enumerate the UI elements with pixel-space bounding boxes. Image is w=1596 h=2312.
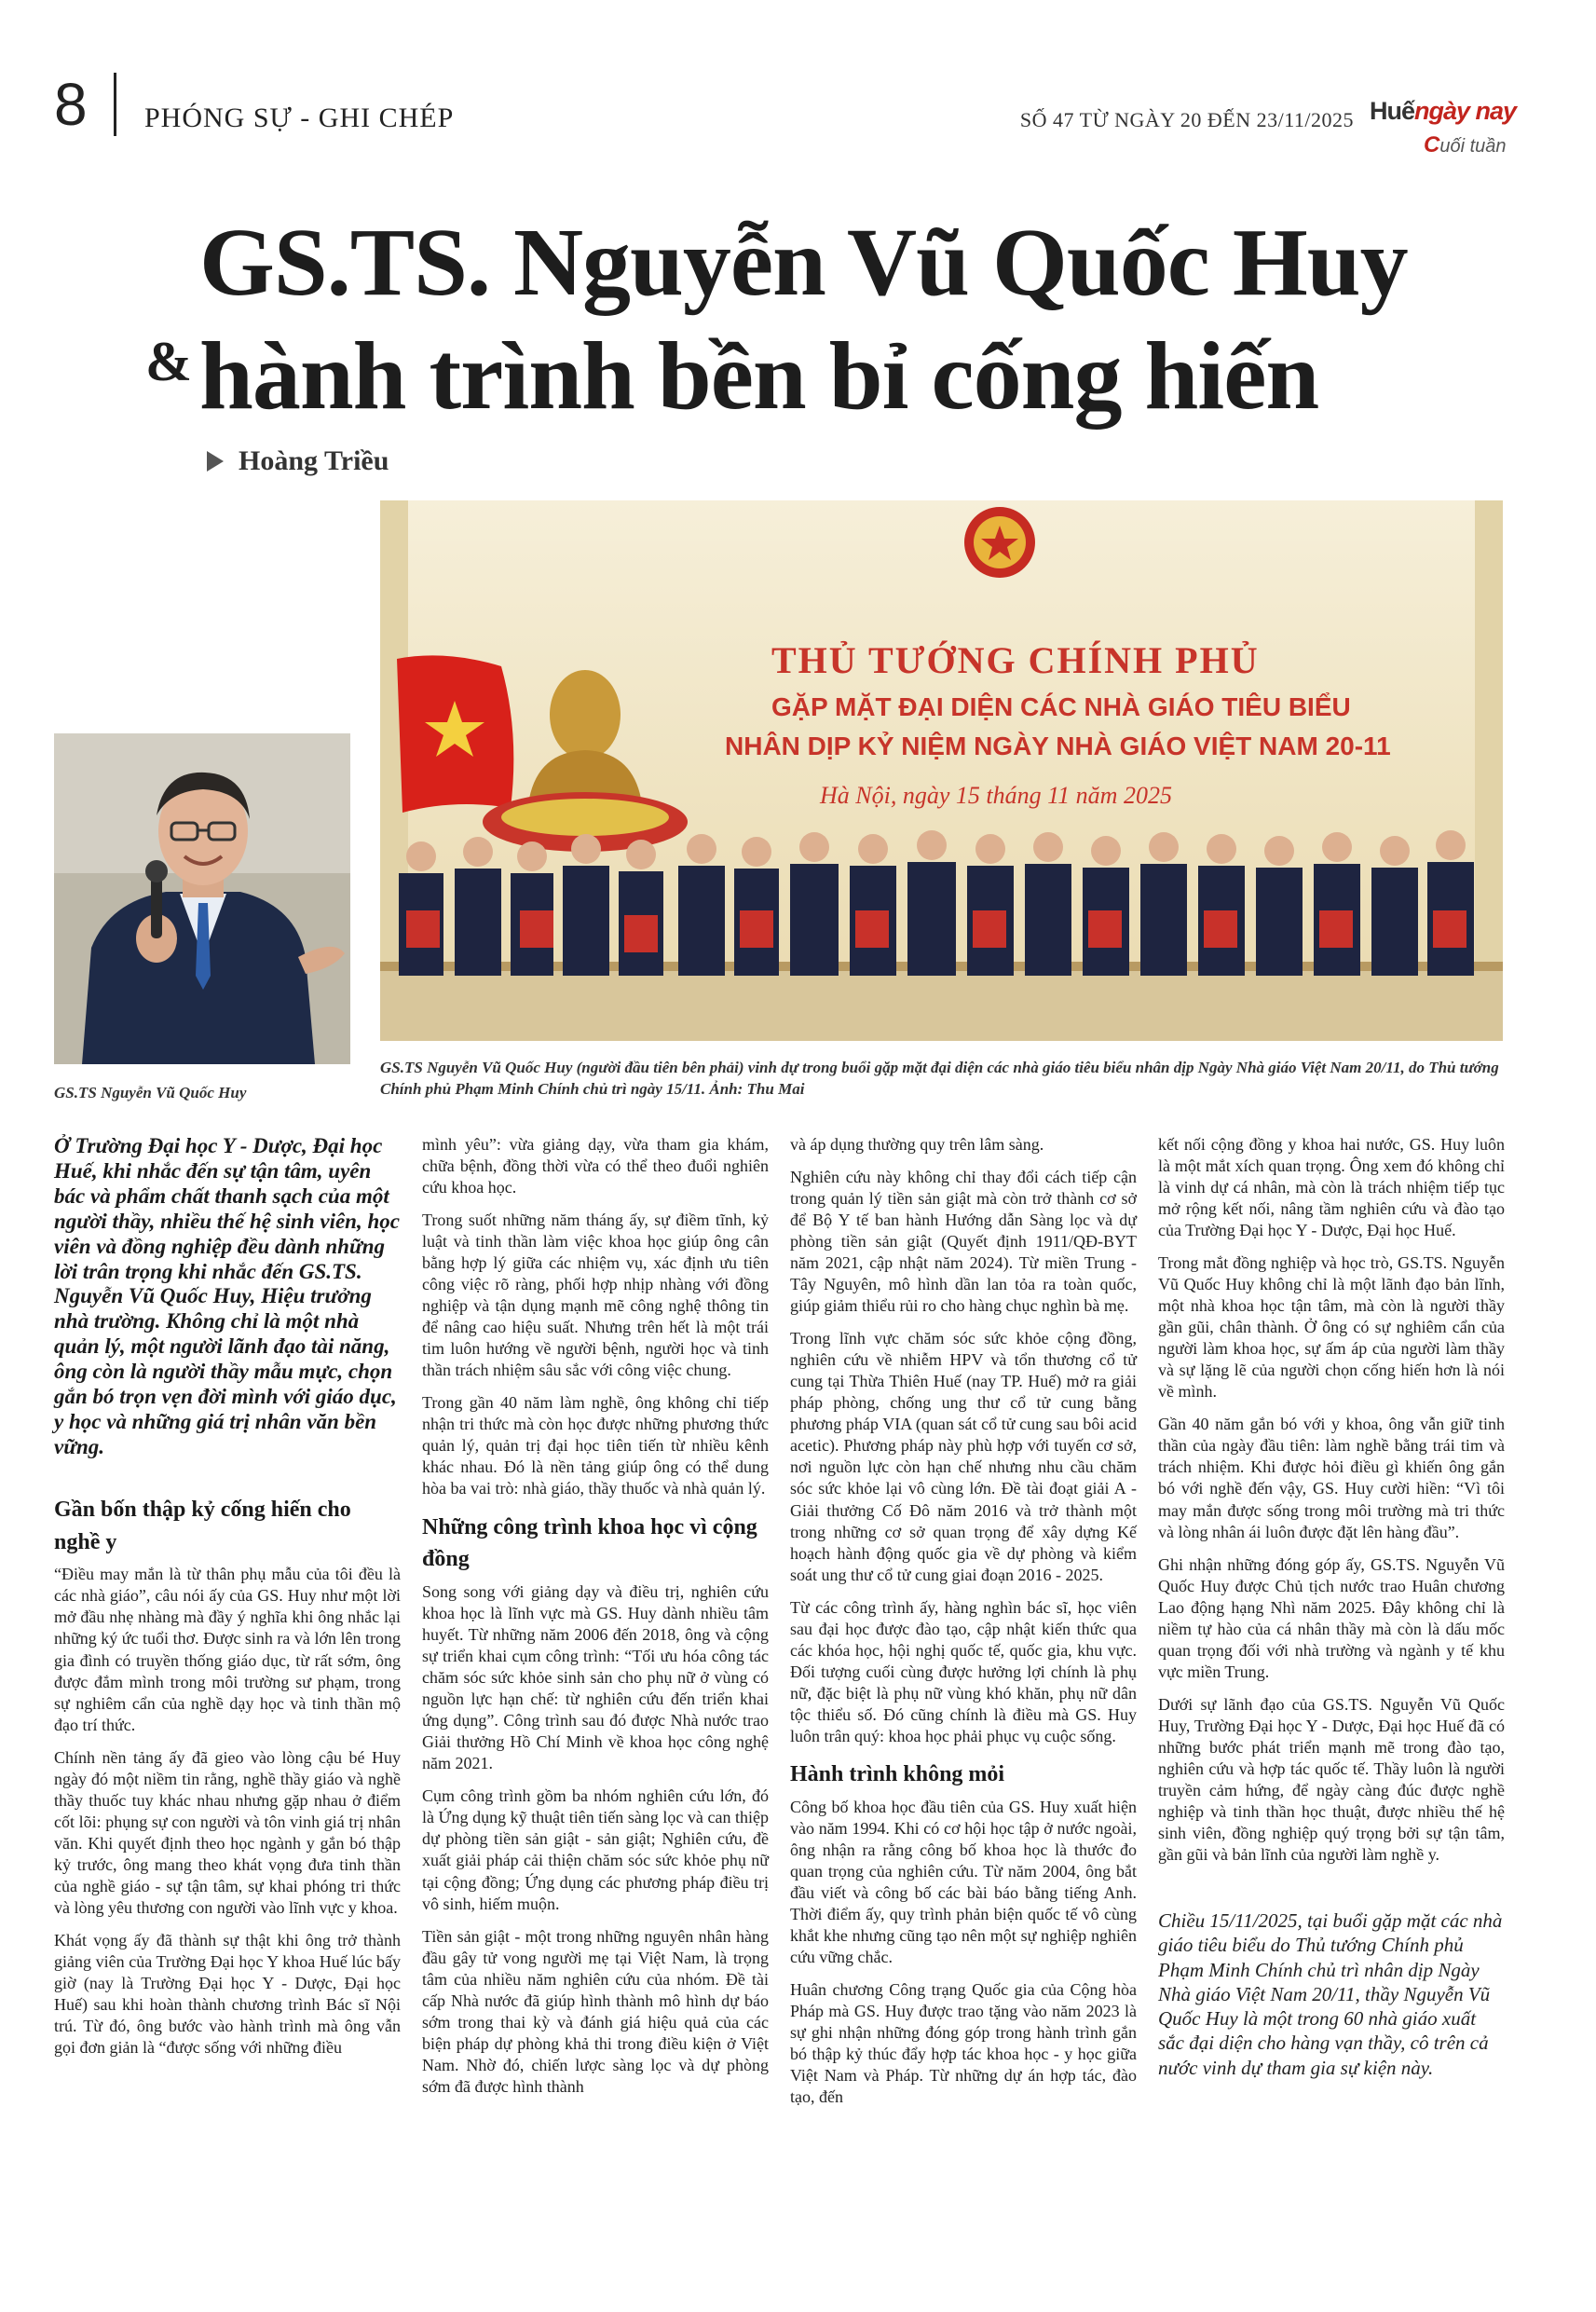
people-row <box>380 500 1503 1041</box>
headline-line-2: hành trình bền bỉ cống hiến <box>199 322 1319 430</box>
newspaper-logo[interactable] <box>1370 97 1519 171</box>
byline <box>207 445 389 477</box>
paragraph: Công bố khoa học đầu tiên của GS. Huy xuất hiện vào năm 1994. Khi có cơ hội học tập ở nước ngoài, ông nhận ra rằng công bố khoa học là thước đo quan trọng của nghiên cứu. Từ năm 2004, ông bắt đầu viết và công bố các bài báo bằng tiếng Anh. Thời điểm ấy, quy trình phản biện quốc tế vô cùng khắt khe nhưng cũng tạo nên một sự nghiệp nghiên cứu vững chắc. <box>790 1797 1137 1966</box>
article-lead: Ở Trường Đại học Y - Dược, Đại học Huế, khi nhắc đến sự tận tâm, uyên bác và phẩm chất thanh sạch của một người thầy, nhiều thế hệ sinh viên, học viên và đồng nghiệp đều dành những lời trân trọng khi nhắc đến GS.TS. Nguyễn Vũ Quốc Huy, Hiệu trưởng nhà trường. Không chỉ là một nhà quản lý, một người lãnh đạo tài năng, ông còn là người thầy mẫu mực, chọn gắn bó trọn vẹn đời mình với giáo dục, y học và những giá trị nhân văn bền vững. <box>54 1134 400 1458</box>
logo-word-hue: Huế <box>1370 97 1415 125</box>
article-column-3 <box>790 1134 1137 2119</box>
banner-title: THỦ TƯỚNG CHÍNH PHỦ <box>771 639 1260 681</box>
article-column-2 <box>422 1134 769 2109</box>
section-label: PHÓNG SỰ - GHI CHÉP <box>144 103 455 133</box>
photo-caption-text: GS.TS Nguyễn Vũ Quốc Huy (người đầu tiên bên phải) vinh dự trong buổi gặp mặt đại diện các nhà giáo tiêu biểu nhân dịp Ngày Nhà giáo Việt Nam 20/11, do Thủ tướng Chính phủ Phạm Minh Chính chủ trì ngày 15/11. Ảnh: <box>380 1059 1499 1098</box>
play-triangle-icon <box>207 451 224 472</box>
issue-info: SỐ 47 TỪ NGÀY 20 ĐẾN 23/11/2025 <box>1019 108 1354 131</box>
paragraph: Trong lĩnh vực chăm sóc sức khỏe cộng đồng, nghiên cứu về nhiễm HPV và tổn thương cổ tử cung tại Thừa Thiên Huế (nay TP. Huế) mở ra giải pháp phòng, chống ung thư cổ tử cung bằng phương pháp VIA (quan sát cổ tử cung sau bôi acid acetic). Phương pháp này phù hợp với tuyến cơ sở, nơi nguồn lực còn hạn chế nhưng nhu cầu chăm sóc sức khỏe lại vô cùng lớn. Đề tài đoạt giải A - Giải thưởng Cố Đô năm 2016 và trở thành một trong những cơ sở quan trọng để xây dựng Kế hoạch hành động quốc gia về dự phòng và kiểm soát ung thư cổ tử cung giai đoạn 2016 - 2025. <box>790 1329 1137 1584</box>
paragraph: Tiền sản giật - một trong những nguyên nhân hàng đầu gây tử vong người mẹ tại Việt Nam, là trọng tâm của nhiều năm nghiên cứu của nhóm. Đề tài cấp Nhà nước đã giúp hình thành mô hình dự báo sớm trong thai kỳ và đánh giá hiệu quả của các biện pháp dự phòng khả thi trong điều kiện ở Việt Nam. Nhờ đó, chiến lược sàng lọc và dự phòng sớm đã được hình thành <box>422 1926 769 2096</box>
logo-c-letter: C <box>1424 132 1440 157</box>
paragraph: Trong suốt những năm tháng ấy, sự điềm tĩnh, kỷ luật và tinh thần làm việc khoa học giúp ông cân bằng hợp lý giữa các nhiệm vụ, xác định ưu tiên công việc rõ ràng, phối hợp nhịp nhàng với đồng nghiệp và tận dụng mạnh mẽ công nghệ thông tin để nâng cao hiệu suất. Nhưng trên hết là một trái tim luôn hướng về người bệnh, người học và tinh thần trách nhiệm sâu sắc với công việc chung. <box>422 1211 769 1380</box>
header-divider <box>114 73 116 136</box>
photo-caption <box>380 1058 1503 1101</box>
paragraph: kết nối cộng đồng y khoa hai nước, GS. Huy luôn là một mắt xích quan trọng. Ông xem đó không chỉ là vinh dự cá nhân, mà còn là trách nhiệm tiếp tục mở rộng kết nối, nâng tầm nghiên cứu và đào tạo của Trường Đại học Y - Dược, Đại học Huế. <box>1158 1135 1505 1240</box>
banner-subtitle-2: NHÂN DỊP KỶ NIỆM NGÀY NHÀ GIÁO VIỆT NAM 20-11 <box>725 732 1391 760</box>
subheading-1: Gần bốn thập kỷ cống hiến cho nghề y <box>54 1497 351 1554</box>
paragraph: Huân chương Công trạng Quốc gia của Cộng hòa Pháp mà GS. Huy được trao tặng vào năm 2023 là sự ghi nhận những đóng góp trong hành trình gắn bó thập kỷ thúc đẩy hợp tác khoa học - y học giữa Việt Nam và Pháp. Từ những dự án hợp tác, đào tạo, đến <box>790 1979 1137 2107</box>
article-column-4 <box>1158 1134 1505 2091</box>
subheading-3: Hành trình không mỏi <box>790 1761 1005 1786</box>
paragraph: Khát vọng ấy đã thành sự thật khi ông trở thành giảng viên của Trường Đại học Y khoa Huế lúc bấy giờ (nay là Trường Đại học Y - Dược, Đại học Huế) sau khi hoàn thành chương trình Bác sĩ Nội trú. Từ đó, ông bước vào hành trình mà ông vẫn gọi đơn giản là “được sống với những điều <box>54 1930 401 2058</box>
headline-line-1: GS.TS. Nguyễn Vũ Quốc Huy <box>199 209 1408 316</box>
paragraph: “Điều may mắn là từ thân phụ mẫu của tôi đều là các nhà giáo”, câu nói ấy của GS. Huy như một lời mở đầu nhẹ nhàng mà đầy ý nghĩa khi ông nhắc lại những ký ức tuổi thơ. Được sinh ra và lớn lên trong gia đình có truyền thống giáo dục, từ rất sớm, ông được đắm mình trong môi trường sư phạm, trong sự nghiêm cẩn của nghề dạy học và tinh thần mộ đạo trí thức. <box>54 1565 401 1734</box>
paragraph: mình yêu”: vừa giảng dạy, vừa tham gia khám, chữa bệnh, đồng thời vừa có thể theo đuổi nghiên cứu khoa học. <box>422 1135 769 1197</box>
article-column-1 <box>54 1134 401 2070</box>
portrait-illustration <box>54 733 350 1064</box>
paragraph: Ghi nhận những đóng góp ấy, GS.TS. Nguyễn Vũ Quốc Huy được Chủ tịch nước trao Huân chương Lao động hạng Nhì năm 2025. Đây không chỉ là niềm tự hào của cá nhân thầy mà còn là dấu mốc quan trọng đối với nhà trường và ngành y tế khu vực miền Trung. <box>1158 1554 1505 1681</box>
banner-date: Hà Nội, ngày 15 tháng 11 năm 2025 <box>820 782 1172 809</box>
paragraph: Nghiên cứu này không chỉ thay đổi cách tiếp cận trong quản lý tiền sản giật mà còn trở thành cơ sở để Bộ Y tế ban hành Hướng dẫn Sàng lọc và dự phòng tiền sản giật (Quyết định 1911/QĐ-BYT năm 2021, cập nhật năm 2024). Từ miền Trung - Tây Nguyên, mô hình dần lan tỏa ra toàn quốc, giúp giảm thiểu rủi ro cho hàng chục nghìn bà mẹ. <box>790 1168 1137 1316</box>
paragraph: Cụm công trình gồm ba nhóm nghiên cứu lớn, đó là Ứng dụng kỹ thuật tiên tiến sàng lọc và can thiệp dự phòng tiền sản giật - sản giật; Nghiên cứu, đề xuất giải pháp cải thiện chăm sóc sức khỏe phụ nữ tại cộng đồng; Ứng dụng các phương pháp điều trị vô sinh, hiếm muộn. <box>422 1786 769 1913</box>
portrait-photo <box>54 733 350 1064</box>
article-endnote: Chiều 15/11/2025, tại buổi gặp mặt các nhà giáo tiêu biểu do Thủ tướng Chính phủ Phạm Minh Chính chủ trì nhân dịp Ngày Nhà giáo Việt Nam 20/11, thầy Nguyễn Vũ Quốc Huy là một trong 60 nhà giáo xuất sắc đại diện cho hàng vạn thầy, cô trên cả nước vinh dự tham gia sự kiện này. <box>1158 1909 1503 2079</box>
banner-subtitle-1: GẶP MẶT ĐẠI DIỆN CÁC NHÀ GIÁO TIÊU BIỂU <box>771 692 1351 721</box>
event-photo <box>380 500 1503 1041</box>
paragraph: Trong mắt đồng nghiệp và học trò, GS.TS. Nguyễn Vũ Quốc Huy không chỉ là một lãnh đạo bản lĩnh, một nhà khoa học tận tâm, mà còn là người thầy gần gũi, chân thành. Ở ông có sự nghiêm cẩn của người làm khoa học, sự ấm áp của người làm thầy và sự lặng lẽ của người chọn cống hiến hơn là nói về mình. <box>1158 1253 1505 1402</box>
author-name: Hoàng Triều <box>239 445 389 476</box>
page-number: 8 <box>54 71 88 138</box>
subheading-2: Những công trình khoa học vì cộng đồng <box>422 1514 757 1572</box>
paragraph: và áp dụng thường quy trên lâm sàng. <box>790 1135 1044 1154</box>
paragraph: Song song với giảng dạy và điều trị, nghiên cứu khoa học là lĩnh vực mà GS. Huy dành nhiều tâm huyết. Từ những năm 2006 đến 2018, ông và cộng sự triển khai cụm công trình: “Tối ưu hóa công tác chăm sóc sức khỏe sinh sản cho phụ nữ ở vùng có nguồn lực hạn chế: từ nghiên cứu đến triển khai ứng dụng”. Công trình sau đó được Nhà nước trao Giải thưởng Hồ Chí Minh về khoa học công nghệ năm 2021. <box>422 1582 769 1773</box>
logo-wordmark <box>1370 97 1519 126</box>
paragraph: Dưới sự lãnh đạo của GS.TS. Nguyễn Vũ Quốc Huy, Trường Đại học Y - Dược, Đại học Huế đã có những bước phát triển mạnh mẽ trong đào tạo, nghiên cứu và hợp tác quốc tế. Thầy luôn là người truyền cảm hứng, để ngày càng đúc được nghề nghiệp và tinh thần học thuật, được nhiều thế hệ sinh viên, đồng nghiệp quý trọng bởi sự tận tâm, gần gũi và bản lĩnh của người làm nghề y. <box>1158 1694 1505 1864</box>
paragraph: Chính nền tảng ấy đã gieo vào lòng cậu bé Huy ngày đó một niềm tin rằng, nghề thầy giáo và nghề thầy thuốc tuy khác nhau nhưng gặp nhau ở điểm cốt lõi: phụng sự con người và tôn vinh giá trị nhân văn. Khi quyết định theo học ngành y gắn bó thập kỷ trước, ông mang theo khát vọng đưa tinh thần của nghề giáo - sự tận tâm, sự khai phóng tri thức và lòng yêu thương con người vào lĩnh vực y khoa. <box>54 1747 401 1917</box>
portrait-caption: GS.TS Nguyễn Vũ Quốc Huy <box>54 1084 247 1101</box>
paragraph: Gần 40 năm gắn bó với y khoa, ông vẫn giữ tinh thần của ngày đầu tiên: làm nghề bằng trái tim và trách nhiệm. Khi được hỏi điều gì khiến ông gắn bó với nghề đến vậy, GS. Huy cười hiền: “Vì tôi may mắn được sống trong môi trường mà tri thức và lòng nhân ái luôn được đặt lên hàng đầu”. <box>1158 1415 1505 1541</box>
headline-ampersand: & <box>145 331 192 392</box>
logo-subtitle <box>1424 132 1507 158</box>
paragraph: Từ các công trình ấy, hàng nghìn bác sĩ, học viên sau đại học được đào tạo, cập nhật kiến thức qua các khóa học, hội nghị quốc tế, quốc gia, khu vực. Đối tượng cuối cùng được hưởng lợi chính là phụ nữ, đặc biệt là phụ nữ vùng khó khăn, phụ nữ dân tộc thiểu số. Đó cũng chính là điều mà GS. Huy luôn trân quý: khoa học phải phục vụ cuộc sống. <box>790 1597 1137 1745</box>
logo-subtitle-text: uối tuần <box>1439 136 1507 157</box>
photo-credit: Thu Mai <box>746 1079 805 1098</box>
paragraph: Trong gần 40 năm làm nghề, ông không chỉ tiếp nhận tri thức mà còn học được những phương thức quản lý, quản trị đại học tiên tiến từ nhiều kênh khác nhau. Đó là nền tảng giúp ông có thể dung hòa ba vai trò: nhà giáo, thầy thuốc và nhà quản lý. <box>422 1393 769 1498</box>
logo-word-ngay-nay: ngày nay <box>1414 97 1517 125</box>
